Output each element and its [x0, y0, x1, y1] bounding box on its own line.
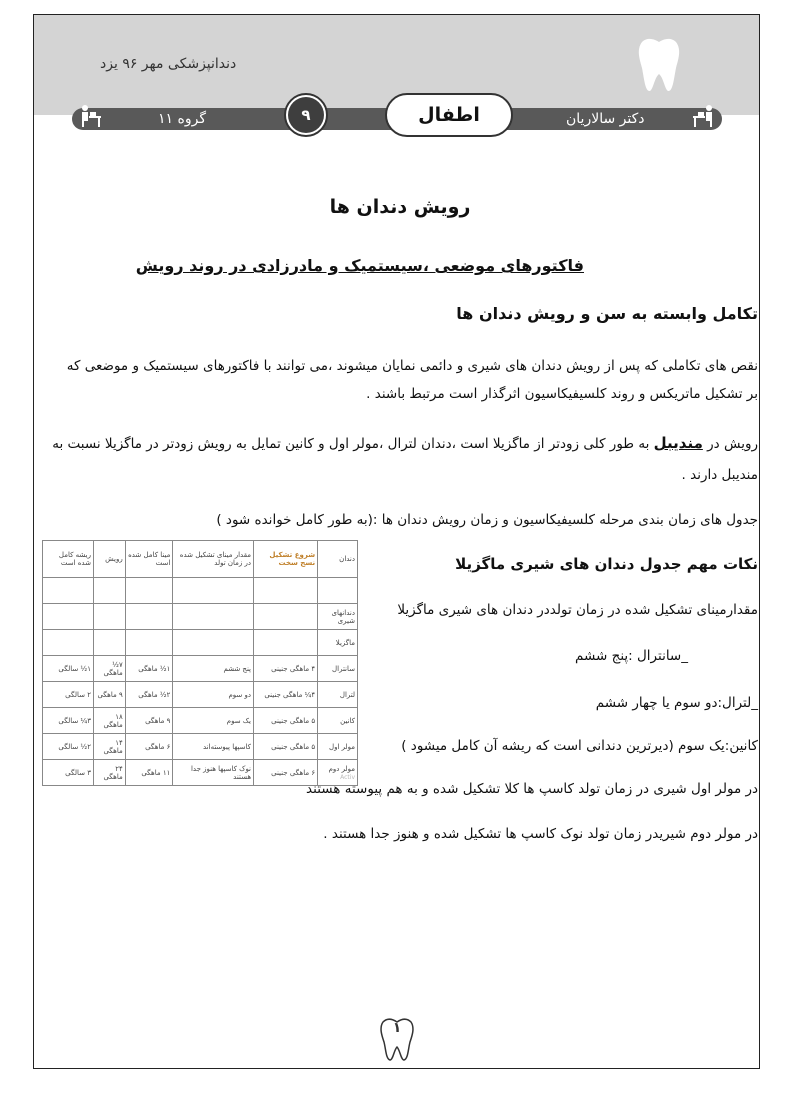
notes-heading: نکات مهم جدول دندان های شیری ماگزیلا: [455, 555, 758, 573]
table-cell: ۳¼ سالگی: [43, 708, 94, 734]
table-cell: کاسپها پیوسته‌اند: [173, 734, 254, 760]
table-cell: ۲½ سالگی: [43, 734, 94, 760]
calcification-table: [42, 540, 358, 786]
table-cell: ۲ سالگی: [43, 682, 94, 708]
table-header: مقدار مینای تشکیل شده در زمان تولد: [173, 541, 254, 578]
table-cell: ۵ ماهگی جنینی: [254, 708, 318, 734]
page-number: ۱: [392, 1020, 402, 1036]
table-cell: [254, 604, 318, 630]
table-cell: ۹ ماهگی: [93, 682, 125, 708]
person-desk-icon: [692, 104, 716, 128]
table-cell: [254, 578, 318, 604]
table-cell: ۱½ سالگی: [43, 656, 94, 682]
table-cell: ۴¼ ماهگی جنینی: [254, 682, 318, 708]
section-heading: تکامل وابسته به سن و رویش دندان ها: [456, 304, 758, 323]
person-desk-icon: [78, 104, 102, 128]
paragraph-line: نقص های تکاملی که پس از رویش دندان های شیری و دائمی نمایان میشوند ،می توانند با فاکتورهای سیستمیک و موضعی که: [66, 358, 758, 374]
table-header: دندان: [318, 541, 358, 578]
table-cell: ۵ ماهگی جنینی: [254, 734, 318, 760]
subject-title: اطفال: [385, 93, 513, 137]
table-cell: ۳ سالگی: [43, 760, 94, 786]
table-cell: ۱۱ ماهگی: [125, 760, 173, 786]
table-row: [43, 682, 358, 708]
paragraph-text: به طور کلی زودتر از ماگزیلا است ،دندان لترال ،مولر اول و کانین تمایل به رویش زودتر در ماگزیلا نسبت به: [52, 436, 650, 452]
table-cell: [125, 630, 173, 656]
note-line: مقدارمینای تشکیل شده در زمان تولددر دندان های شیری ماگزیلا: [397, 602, 758, 618]
table-cell: [125, 578, 173, 604]
table-cell: [125, 604, 173, 630]
paragraph-line: مندیبل دارند .: [681, 467, 758, 483]
paragraph-line: جدول های زمان بندی مرحله کلسیفیکاسیون و زمان رویش دندان ها :(به طور کامل خوانده شود ): [216, 512, 758, 528]
table-cell: سانترال: [318, 656, 358, 682]
table-cell: دو سوم: [173, 682, 254, 708]
table-cell: [173, 604, 254, 630]
table-cell: [93, 578, 125, 604]
table-cell: ۱۸ ماهگی: [93, 708, 125, 734]
table-cell: ۶ ماهگی جنینی: [254, 760, 318, 786]
table-cell: [93, 630, 125, 656]
table-cell: [43, 604, 94, 630]
table-cell: [93, 604, 125, 630]
table-cell: [173, 630, 254, 656]
table-cell: ۹ ماهگی: [125, 708, 173, 734]
group-label: گروه ۱۱: [158, 111, 206, 127]
table-row: [43, 708, 358, 734]
table-cell: ۱½ ماهگی: [125, 656, 173, 682]
table-cell: ۴ ماهگی جنینی: [254, 656, 318, 682]
note-line: در مولر دوم شیریدر زمان تولد نوک کاسپ ها تشکیل شده و هنوز جدا هستند .: [323, 826, 758, 842]
table-header: ریشه کامل شده است: [43, 541, 94, 578]
tooth-icon: [636, 36, 682, 94]
table-row: [43, 656, 358, 682]
table-cell: [173, 578, 254, 604]
table-header: شروع تشکیل نسج سخت: [254, 541, 318, 578]
table-cell: پنج ششم: [173, 656, 254, 682]
note-line: _سانترال :پنج ششم: [574, 648, 688, 664]
section-subtitle: فاکتورهای موضعی ،سیستمیک و مادرزادی در روند رویش: [135, 256, 584, 275]
note-line: کانین:یک سوم (دیرترین دندانی است که ریشه آن کامل میشود ): [401, 738, 758, 754]
table-row: [43, 734, 358, 760]
paragraph-line: [52, 429, 758, 458]
table-header: رویش: [93, 541, 125, 578]
table-cell: ۷½ ماهگی: [93, 656, 125, 682]
header-subtitle: دندانپزشکی مهر ۹۶ یزد: [100, 56, 237, 72]
table-cell: ۲½ ماهگی: [125, 682, 173, 708]
doctor-name: دکتر سالاریان: [566, 111, 645, 127]
table-cell: نوک کاسپها هنوز جدا هستند: [173, 760, 254, 786]
table-cell: لترال: [318, 682, 358, 708]
page-title: رویش دندان ها: [329, 196, 471, 218]
table-cell: [318, 578, 358, 604]
paragraph-line: بر تشکیل ماتریکس و روند کلسیفیکاسیون اثرگذار است مرتبط باشند .: [366, 386, 758, 402]
table-cell: ۱۴ ماهگی: [93, 734, 125, 760]
note-line: در مولر اول شیری در زمان تولد کاسپ ها کلا تشکیل شده و به هم پیوسته هستند: [306, 781, 758, 797]
table-cell: ۲۴ ماهگی: [93, 760, 125, 786]
table-section-label: دندانهای شیری: [318, 604, 358, 630]
table-cell: کانین: [318, 708, 358, 734]
page-badge: ۹: [288, 97, 324, 133]
table-cell: [43, 578, 94, 604]
table-cell: یک سوم: [173, 708, 254, 734]
paragraph-text: رویش در: [707, 436, 758, 452]
note-line: _لترال:دو سوم یا چهار ششم: [595, 695, 758, 711]
table-cell-text: مولر دوم: [328, 764, 355, 773]
table-cell: [43, 630, 94, 656]
table-cell: ۶ ماهگی: [125, 734, 173, 760]
emphasis-text: مندیبل: [653, 434, 703, 452]
table-subsection-label: ماگزیلا: [318, 630, 358, 656]
table-cell: مولر اول: [318, 734, 358, 760]
table-header: مینا کامل شده است: [125, 541, 173, 578]
watermark-text: Activ: [340, 773, 355, 781]
table-cell: [254, 630, 318, 656]
